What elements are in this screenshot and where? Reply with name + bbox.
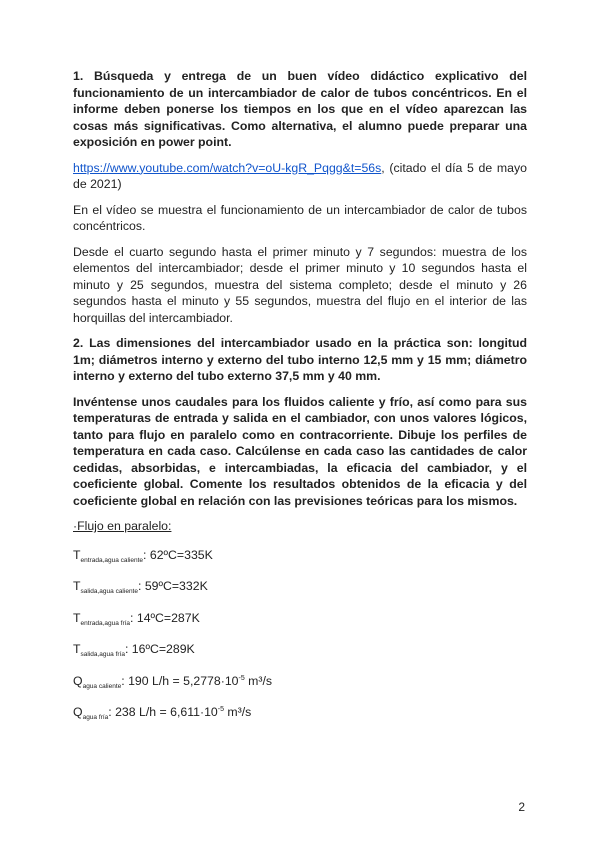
section-label: ·Flujo en paralelo: <box>73 519 172 533</box>
video-link[interactable]: https://www.youtube.com/watch?v=oU-kgR_Pqgg&t=56s <box>73 160 382 175</box>
video-timestamps: Desde el cuarto segundo hasta el primer minuto y 7 segundos: muestra de los elementos del intercambiador; desde el primer minuto y 10 segundos hasta el minuto y 25 segundos, muestra del sistema completo; desde el minuto y 26 segundos hasta el minuto y 55 segundos, muestra del flujo en el interior de las horquillas del intercambiador. <box>73 244 527 325</box>
citation-text: , (citado el día 5 de mayo de 2021) <box>73 160 527 191</box>
video-reference <box>73 160 527 193</box>
variable-line: $T_{entrada,agua caliente}$: 62ºC=335K <box>73 547 213 564</box>
video-description: En el vídeo se muestra el funcionamiento de un intercambiador de calor de tubos concéntricos. <box>73 202 527 233</box>
variable-line: $T_{entrada,agua fría}$: 14ºC=287K <box>73 610 200 627</box>
variable-line: $Q_{agua fría}$: 238 $L/h = 6,611\cdot 10^{-5}$ m³/s <box>73 705 252 721</box>
question-2-heading: 2. Las dimensiones del intercambiador usado en la práctica son: longitud 1m; diámetros interno y externo del tubo interno 12,5 mm y 15 mm; diámetro interno y externo del tubo externo 37,5 mm y 40 mm. <box>73 336 527 383</box>
variable-line: $T_{salida,agua fría}$: 16ºC=289K <box>73 642 195 658</box>
document-page <box>73 68 527 736</box>
question-1-heading: 1. Búsqueda y entrega de un buen vídeo didáctico explicativo del funcionamiento de un intercambiador de calor de tubos concéntricos. En el informe deben ponerse los tiempos en los que en el vídeo aparezcan las cosas más significativas. Como alternativa, el alumno puede preparar una exposición en power point. <box>73 69 527 149</box>
variable-line: $T_{salida,agua caliente}$: 59ºC=332K <box>73 579 208 595</box>
question-2-instructions: Invéntense unos caudales para los fluidos caliente y frío, así como para sus temperaturas de entrada y salida en el cambiador, con unos valores lógicos, tanto para flujo en paralelo como en contracorriente. Dibuje los perfiles de temperatura en cada caso. Calcúlense en cada caso las cantidades de calor cedidas, absorbidas, e intercambiadas, la eficacia del cambiador, y el coeficiente global. Comente los resultados obtenidos de la eficacia y del coeficiente global en relación con las previsiones teóricas para los mismos. <box>73 394 527 508</box>
variable-line: $Q_{agua caliente}$: 190 $L/h = 5,2778\cdot 10^{-5}$ m³/s <box>73 673 273 690</box>
page-number: 2 <box>518 800 525 814</box>
